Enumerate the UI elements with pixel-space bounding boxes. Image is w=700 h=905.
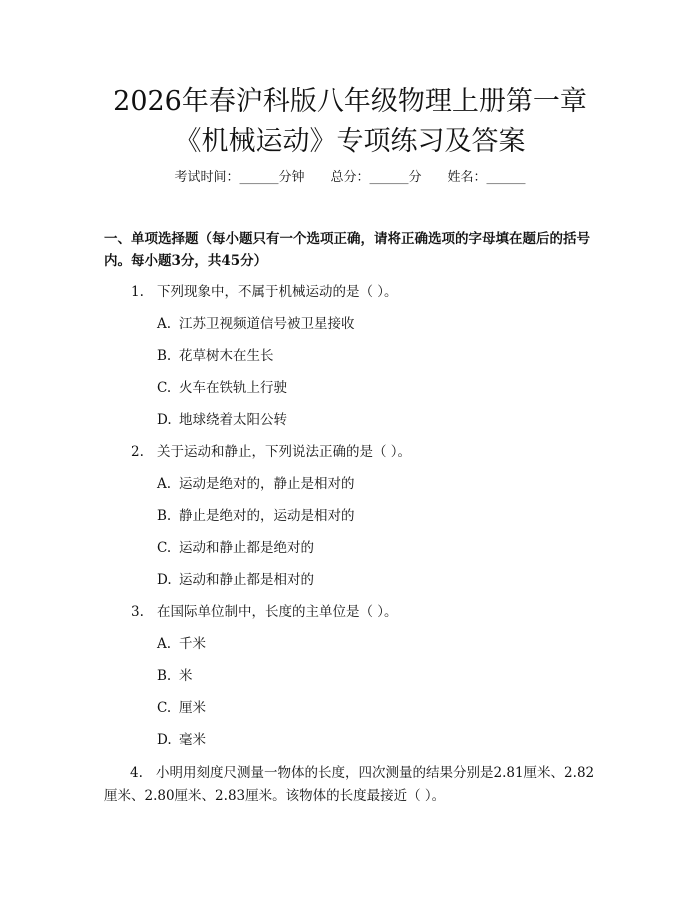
total-score-label: 总分：______分: [330, 170, 422, 185]
option-text: 千米: [179, 636, 206, 652]
question-1: [131, 281, 398, 303]
option-text: 运动和静止都是相对的: [179, 572, 314, 588]
student-name-label: 姓名：______: [447, 170, 526, 185]
option-text: 静止是绝对的，运动是相对的: [179, 508, 355, 524]
document-title: 2026年春沪科版八年级物理上册第一章《机械运动》专项练习及答案: [113, 86, 587, 157]
option-letter: C.: [157, 380, 172, 396]
question-3-option-d: [157, 729, 206, 751]
question-4: [104, 762, 600, 808]
exam-meta: [0, 168, 700, 188]
section-heading-single-choice: 一、单项选择题（每小题只有一个选项正确，请将正确选项的字母填在题后的括号内。每小题3分，共45分）: [104, 231, 590, 269]
option-letter: A.: [157, 476, 172, 492]
question-2-option-c: [157, 537, 314, 559]
question-text: 关于运动和静止，下列说法正确的是（ ）。: [157, 444, 412, 460]
question-3-option-b: [157, 665, 193, 687]
option-text: 厘米: [179, 700, 206, 716]
option-letter: D.: [157, 572, 172, 588]
option-letter: A.: [157, 316, 172, 332]
question-text: 下列现象中，不属于机械运动的是（ ）。: [157, 284, 398, 300]
option-text: 米: [179, 668, 193, 684]
option-text: 江苏卫视频道信号被卫星接收: [179, 316, 355, 332]
option-letter: D.: [157, 412, 172, 428]
question-number: 1.: [131, 284, 144, 300]
option-text: 火车在铁轨上行驶: [179, 380, 287, 396]
option-text: 地球绕着太阳公转: [179, 412, 287, 428]
question-text: 小明用刻度尺测量一物体的长度，四次测量的结果分别是2.81厘米、2.82厘米、2.80厘米、2.83厘米。该物体的长度最接近（ ）。: [104, 765, 595, 804]
question-1-option-d: [157, 409, 287, 431]
question-number: 4.: [130, 765, 143, 781]
option-letter: A.: [157, 636, 172, 652]
option-letter: B.: [157, 508, 172, 524]
question-2: [131, 441, 411, 463]
question-number: 3.: [131, 604, 144, 620]
question-2-option-a: [157, 473, 355, 495]
option-text: 运动是绝对的，静止是相对的: [179, 476, 355, 492]
option-letter: C.: [157, 540, 172, 556]
option-letter: B.: [157, 668, 172, 684]
option-text: 毫米: [179, 732, 206, 748]
option-letter: C.: [157, 700, 172, 716]
option-text: 花草树木在生长: [179, 348, 274, 364]
question-2-option-d: [157, 569, 314, 591]
question-text: 在国际单位制中，长度的主单位是（ ）。: [157, 604, 398, 620]
question-3: [131, 601, 398, 623]
question-3-option-c: [157, 697, 206, 719]
question-2-option-b: [157, 505, 355, 527]
question-1-option-b: [157, 345, 274, 367]
question-1-option-a: [157, 313, 355, 335]
option-letter: D.: [157, 732, 172, 748]
exam-time-label: 考试时间：______分钟: [174, 170, 305, 185]
question-1-option-c: [157, 377, 287, 399]
option-text: 运动和静止都是绝对的: [179, 540, 314, 556]
question-3-option-a: [157, 633, 206, 655]
question-number: 2.: [131, 444, 144, 460]
option-letter: B.: [157, 348, 172, 364]
